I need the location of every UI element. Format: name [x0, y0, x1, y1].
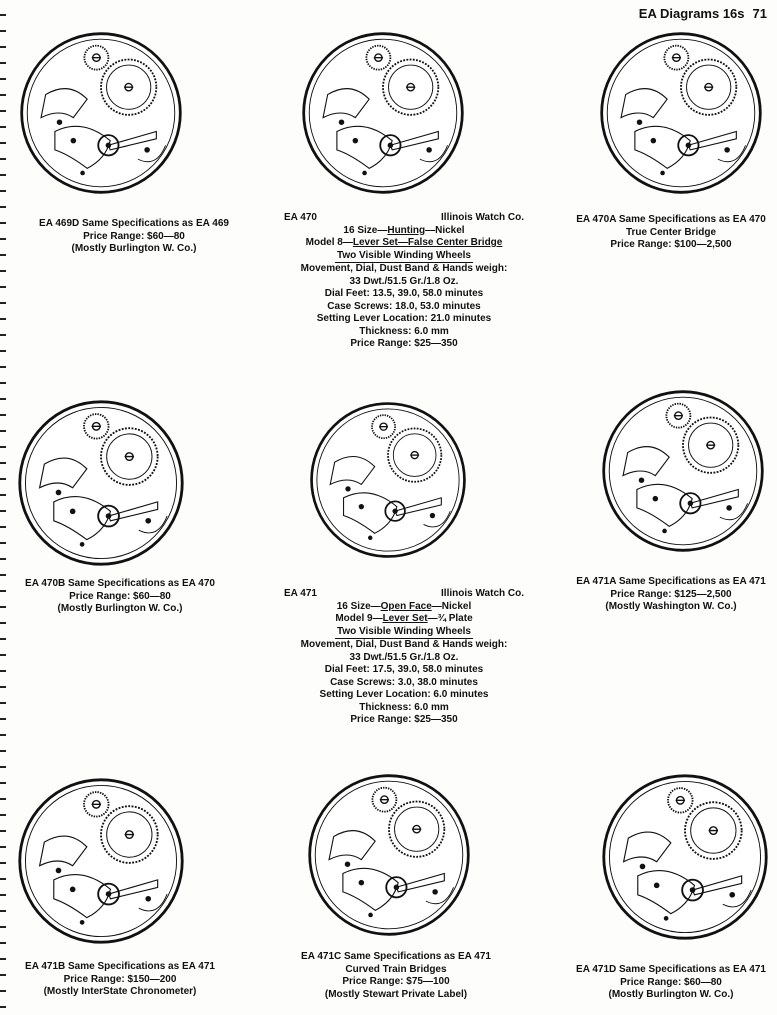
spec-id: EA 470	[284, 212, 317, 223]
page-number: 71	[752, 6, 767, 21]
header-title: EA Diagrams 16s	[638, 6, 745, 21]
caption-471c: EA 471C Same Specifications as EA 471 Curved Train Bridges Price Range: $75—100 (Mostly Stewart Private Label)	[301, 951, 491, 1000]
caption-470a: EA 470A Same Specifications as EA 470 True Center Bridge Price Range: $100—2,500	[576, 214, 766, 250]
spec-maker: Illinois Watch Co.	[441, 588, 524, 599]
page-binding-edge	[0, 0, 6, 1015]
movement-diagram-471a	[600, 388, 766, 554]
movement-diagram-471b	[16, 776, 186, 946]
spec-ea471: EA 471 Illinois Watch Co. 16 Size—Open Face—Nickel Model 9—Lever Set—¾ Plate Two Visible Winding Wheels Movement, Dial, Dust Band & Hands weigh: 33 Dwt./51.5 Gr./1.8 Oz. Dial Feet: 17.5, 39.0, 58.0 minutes Case Screws: 3.0, 38.0 minutes Setting Lever Location: 6.0 minutes Thickness: 6.0 mm Price Range: $25—350	[284, 588, 524, 725]
caption-471d: EA 471D Same Specifications as EA 471 Price Range: $60—80 (Mostly Burlington W. Co.)	[576, 964, 766, 1000]
movement-diagram-471d	[600, 772, 770, 942]
page-header	[631, 6, 767, 21]
spec-id: EA 471	[284, 588, 317, 599]
movement-diagram-469d	[18, 30, 184, 196]
caption-471a: EA 471A Same Specifications as EA 471 Price Range: $125—2,500 (Mostly Washington W. Co.)	[576, 576, 766, 612]
spec-maker: Illinois Watch Co.	[441, 212, 524, 223]
caption-471b: EA 471B Same Specifications as EA 471 Price Range: $150—200 (Mostly InterState Chronometer)	[25, 961, 215, 997]
spec-ea470: EA 470 Illinois Watch Co. 16 Size—Hunting—Nickel Model 8—Lever Set—False Center Bridge Two Visible Winding Wheels Movement, Dial, Dust Band & Hands weigh: 33 Dwt./51.5 Gr./1.8 Oz. Dial Feet: 13.5, 39.0, 58.0 minutes Case Screws: 18.0, 53.0 minutes Setting Lever Location: 21.0 minutes Thickness: 6.0 mm Price Range: $25—350	[284, 212, 524, 349]
movement-diagram-470a	[598, 30, 764, 196]
movement-diagram-471c	[306, 772, 472, 938]
caption-469d: EA 469D Same Specifications as EA 469 Price Range: $60—80 (Mostly Burlington W. Co.)	[39, 218, 229, 254]
caption-470b: EA 470B Same Specifications as EA 470 Price Range: $60—80 (Mostly Burlington W. Co.)	[25, 578, 215, 614]
movement-diagram-470	[300, 30, 466, 196]
movement-diagram-470b	[16, 398, 186, 568]
movement-diagram-471	[308, 400, 468, 560]
